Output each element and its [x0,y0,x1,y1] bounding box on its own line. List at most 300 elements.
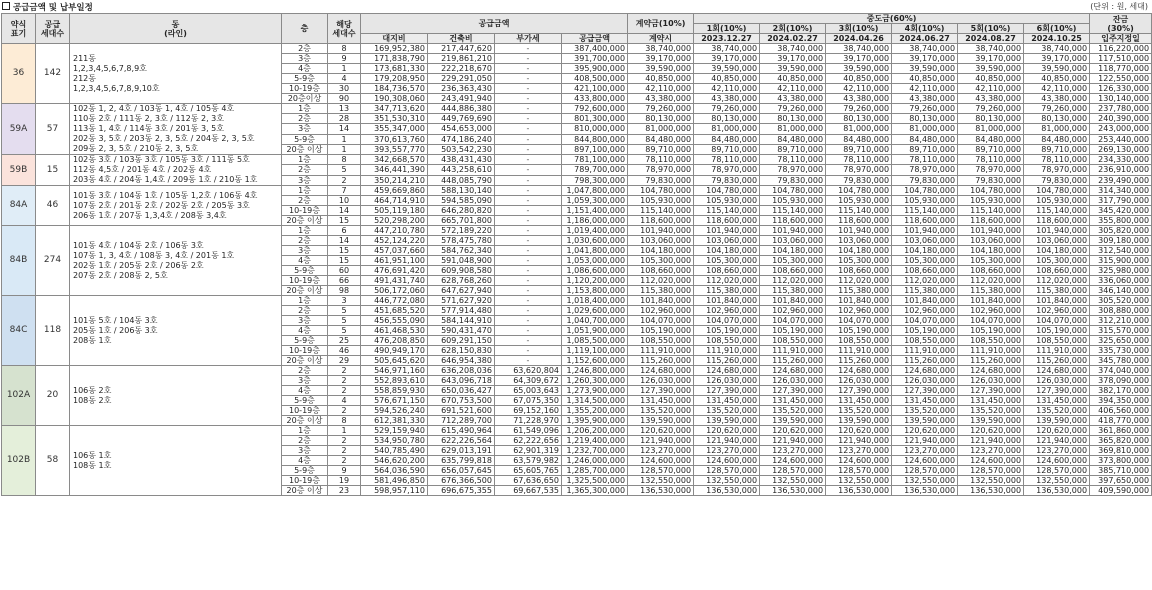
mid-4-cell: 124,680,000 [892,366,958,376]
building-price-cell: 622,226,564 [428,436,495,446]
units-cell: 4 [328,74,361,84]
contract-cell: 131,450,000 [628,396,694,406]
floor-cell: 1층 [282,296,328,306]
mid-2-cell: 131,450,000 [760,396,826,406]
mid-1-cell: 39,170,000 [694,54,760,64]
mid-2-cell: 43,380,000 [760,94,826,104]
mid-4-cell: 104,180,000 [892,246,958,256]
mid-5-cell: 42,110,000 [958,84,1024,94]
mid-1-cell: 124,600,000 [694,456,760,466]
floor-cell: 1층 [282,226,328,236]
mid-4-cell: 131,450,000 [892,396,958,406]
mid-3-cell: 103,060,000 [826,236,892,246]
mid-5-cell: 111,910,000 [958,346,1024,356]
land-price-cell: 546,620,200 [361,456,428,466]
supply-price-cell: 798,300,000 [562,175,628,185]
floor-cell: 10-19층 [282,346,328,356]
mid-4-cell: 127,390,000 [892,386,958,396]
land-price-cell: 451,685,520 [361,306,428,316]
mid-1-cell: 79,830,000 [694,175,760,185]
units-cell: 30 [328,84,361,94]
mid-3-cell: 120,620,000 [826,426,892,436]
supply-price-cell: 408,500,000 [562,74,628,84]
land-price-cell: 342,668,570 [361,155,428,165]
mid-5-cell: 78,110,000 [958,155,1024,165]
building-price-cell: 229,291,050 [428,74,495,84]
mid-5-cell: 123,270,000 [958,446,1024,456]
mid-4-cell: 89,710,000 [892,144,958,154]
units-cell: 1 [328,64,361,74]
unit-type-cell: 59B [2,155,36,186]
units-cell: 23 [328,486,361,496]
building-price-cell: 448,085,790 [428,175,495,185]
contract-cell: 84,480,000 [628,134,694,144]
mid-1-cell: 131,450,000 [694,396,760,406]
mid-2-cell: 84,480,000 [760,134,826,144]
land-price-cell: 350,214,210 [361,175,428,185]
mid-4-cell: 101,840,000 [892,296,958,306]
balance-cell: 325,980,000 [1090,266,1152,276]
land-price-cell: 355,347,000 [361,124,428,134]
square-bullet-icon [2,2,10,10]
building-price-cell: 454,653,000 [428,124,495,134]
dong-line-text: 101동 3호 / 104동 1호 / 105동 1,2호 / 106동 4호 [73,190,258,200]
vat-cell: 67,075,350 [495,396,562,406]
units-cell: 2 [328,436,361,446]
dong-line-text: 101동 4호 / 104동 2호 / 106동 3호 [73,240,204,250]
mid-5-cell: 118,600,000 [958,216,1024,226]
mid-2-cell: 124,600,000 [760,456,826,466]
units-cell: 4 [328,396,361,406]
contract-cell: 89,710,000 [628,144,694,154]
mid-4-cell: 78,110,000 [892,155,958,165]
land-price-cell: 476,208,850 [361,336,428,346]
land-price-cell: 505,645,620 [361,356,428,366]
mid-6-cell: 101,940,000 [1024,226,1090,236]
mid-4-cell: 81,000,000 [892,124,958,134]
mid-3-cell: 104,780,000 [826,186,892,196]
supply-price-cell: 1,232,700,000 [562,446,628,456]
mid-3-cell: 84,480,000 [826,134,892,144]
units-cell: 5 [328,316,361,326]
mid-1-cell: 118,600,000 [694,216,760,226]
total-units-cell: 57 [36,104,70,155]
mid-1-cell: 104,070,000 [694,316,760,326]
dong-line-cell [70,44,282,104]
mid-2-cell: 136,530,000 [760,486,826,496]
vat-cell: - [495,94,562,104]
units-cell: 19 [328,476,361,486]
unit-type-cell: 59A [2,104,36,155]
mid-1-cell: 101,940,000 [694,226,760,236]
mid-6-cell: 126,030,000 [1024,376,1090,386]
building-price-cell: 712,289,700 [428,416,495,426]
land-price-cell: 190,308,060 [361,94,428,104]
units-cell: 15 [328,256,361,266]
mid-2-cell: 80,130,000 [760,114,826,124]
building-price-cell: 444,886,380 [428,104,495,114]
mid-1-cell: 120,620,000 [694,426,760,436]
mid-3-cell: 123,270,000 [826,446,892,456]
building-price-cell: 656,057,645 [428,466,495,476]
mid-6-cell: 136,530,000 [1024,486,1090,496]
mid-6-cell: 111,910,000 [1024,346,1090,356]
balance-cell: 397,650,000 [1090,476,1152,486]
floor-cell: 5-9층 [282,74,328,84]
mid-3-cell: 115,380,000 [826,286,892,296]
balance-cell: 308,880,000 [1090,306,1152,316]
mid-1-cell: 79,260,000 [694,104,760,114]
mid-5-cell: 104,070,000 [958,316,1024,326]
balance-cell: 373,800,000 [1090,456,1152,466]
mid-5-cell: 120,620,000 [958,426,1024,436]
contract-cell: 108,550,000 [628,336,694,346]
vat-cell: 63,620,804 [495,366,562,376]
floor-cell: 3층 [282,376,328,386]
supply-price-cell: 1,151,400,000 [562,206,628,216]
land-price-cell: 456,555,090 [361,316,428,326]
supply-price-cell: 387,400,000 [562,44,628,54]
land-price-cell: 446,772,080 [361,296,428,306]
mid-5-cell: 80,130,000 [958,114,1024,124]
mid-3-cell: 127,390,000 [826,386,892,396]
vat-cell: - [495,356,562,366]
mid-4-cell: 124,600,000 [892,456,958,466]
header-mid-date-6: 2024.10.25 [1024,34,1090,44]
mid-3-cell: 105,930,000 [826,196,892,206]
balance-cell: 409,590,000 [1090,486,1152,496]
building-price-cell: 219,861,210 [428,54,495,64]
mid-4-cell: 104,780,000 [892,186,958,196]
mid-1-cell: 127,390,000 [694,386,760,396]
units-cell: 2 [328,386,361,396]
floor-cell: 4층 [282,456,328,466]
vat-cell: 71,228,970 [495,416,562,426]
mid-2-cell: 115,380,000 [760,286,826,296]
mid-4-cell: 115,140,000 [892,206,958,216]
mid-5-cell: 112,020,000 [958,276,1024,286]
balance-cell: 345,420,000 [1090,206,1152,216]
dong-line-text: 110동 2호 / 111동 2, 3호 / 112동 2, 3호 [73,114,224,123]
supply-price-cell: 1,260,300,000 [562,376,628,386]
building-price-cell: 474,186,240 [428,134,495,144]
contract-cell: 135,520,000 [628,406,694,416]
building-price-cell: 243,491,940 [428,94,495,104]
vat-cell: - [495,226,562,236]
mid-3-cell: 131,450,000 [826,396,892,406]
units-cell: 2 [328,456,361,466]
mid-3-cell: 118,600,000 [826,216,892,226]
balance-cell: 118,770,000 [1090,64,1152,74]
floor-cell: 10-19층 [282,276,328,286]
supply-price-cell: 1,246,000,000 [562,456,628,466]
units-cell: 46 [328,346,361,356]
supply-price-cell: 801,300,000 [562,114,628,124]
dong-line-text: 102동 1, 2, 4호 / 103동 1, 4호 / 105동 4호 [73,104,235,113]
table-row [2,426,1152,436]
mid-1-cell: 108,660,000 [694,266,760,276]
units-cell: 2 [328,406,361,416]
mid-2-cell: 78,970,000 [760,165,826,175]
mid-2-cell: 105,190,000 [760,326,826,336]
building-price-cell: 449,769,690 [428,114,495,124]
mid-5-cell: 108,660,000 [958,266,1024,276]
contract-cell: 101,940,000 [628,226,694,236]
balance-cell: 126,330,000 [1090,84,1152,94]
supply-price-cell: 1,395,900,000 [562,416,628,426]
land-price-cell: 576,671,150 [361,396,428,406]
floor-cell: 20층 이상 [282,486,328,496]
units-cell: 3 [328,296,361,306]
units-cell: 10 [328,196,361,206]
floor-cell: 10-19층 [282,476,328,486]
mid-6-cell: 132,550,000 [1024,476,1090,486]
mid-4-cell: 123,270,000 [892,446,958,456]
mid-1-cell: 102,960,000 [694,306,760,316]
mid-3-cell: 139,590,000 [826,416,892,426]
mid-6-cell: 131,450,000 [1024,396,1090,406]
contract-cell: 42,110,000 [628,84,694,94]
header-mid-group: 중도금(60%) [694,14,1090,24]
vat-cell: 63,579,982 [495,456,562,466]
mid-3-cell: 124,600,000 [826,456,892,466]
vat-cell: - [495,346,562,356]
mid-6-cell: 43,380,000 [1024,94,1090,104]
land-price-cell: 506,172,060 [361,286,428,296]
mid-1-cell: 121,940,000 [694,436,760,446]
mid-1-cell: 105,930,000 [694,196,760,206]
supply-price-cell: 391,700,000 [562,54,628,64]
mid-5-cell: 104,780,000 [958,186,1024,196]
building-price-cell: 635,799,818 [428,456,495,466]
mid-5-cell: 132,550,000 [958,476,1024,486]
contract-cell: 39,590,000 [628,64,694,74]
land-price-cell: 351,530,310 [361,114,428,124]
total-units-cell: 274 [36,226,70,296]
table-body [2,44,1152,496]
land-price-cell: 173,681,330 [361,64,428,74]
dong-line-text: 208동 1호 [73,335,112,345]
vat-cell: - [495,326,562,336]
mid-6-cell: 120,620,000 [1024,426,1090,436]
mid-5-cell: 124,600,000 [958,456,1024,466]
land-price-cell: 459,669,860 [361,186,428,196]
balance-cell: 240,390,000 [1090,114,1152,124]
supply-price-cell: 1,314,500,000 [562,396,628,406]
building-price-cell: 665,701,800 [428,216,495,226]
vat-cell: - [495,175,562,185]
mid-6-cell: 128,570,000 [1024,466,1090,476]
header-mid-date-4: 2024.06.27 [892,34,958,44]
units-cell: 98 [328,286,361,296]
building-price-cell: 615,490,964 [428,426,495,436]
units-cell: 1 [328,144,361,154]
mid-5-cell: 39,590,000 [958,64,1024,74]
contract-cell: 121,940,000 [628,436,694,446]
building-price-cell: 443,258,610 [428,165,495,175]
supply-price-cell: 1,273,900,000 [562,386,628,396]
supply-price-cell: 1,325,500,000 [562,476,628,486]
mid-1-cell: 42,110,000 [694,84,760,94]
vat-cell: - [495,44,562,54]
mid-1-cell: 126,030,000 [694,376,760,386]
mid-2-cell: 108,660,000 [760,266,826,276]
supply-price-cell: 1,246,800,000 [562,366,628,376]
mid-6-cell: 105,190,000 [1024,326,1090,336]
mid-6-cell: 104,780,000 [1024,186,1090,196]
balance-cell: 382,170,000 [1090,386,1152,396]
mid-5-cell: 81,000,000 [958,124,1024,134]
unit-type-cell: 84C [2,296,36,366]
contract-cell: 115,140,000 [628,206,694,216]
table-row [2,296,1152,306]
dong-line-text: 202동 1호 / 205동 2호 / 206동 2호 [73,260,204,270]
land-price-cell: 540,785,490 [361,446,428,456]
mid-5-cell: 131,450,000 [958,396,1024,406]
header-mid-1: 1회(10%) [694,24,760,34]
mid-4-cell: 121,940,000 [892,436,958,446]
building-price-cell: 438,431,430 [428,155,495,165]
floor-cell: 2층 [282,436,328,446]
floor-cell: 20층 이상 [282,356,328,366]
dong-line-text: 113동 1, 4호 / 114동 3호 / 201동 3, 5호 [73,124,224,133]
mid-2-cell: 115,260,000 [760,356,826,366]
mid-5-cell: 136,530,000 [958,486,1024,496]
mid-6-cell: 102,960,000 [1024,306,1090,316]
mid-4-cell: 135,520,000 [892,406,958,416]
dong-line-cell [70,186,282,226]
balance-cell: 378,090,000 [1090,376,1152,386]
dong-line-text: 203동 4호 / 204동 1,4호 / 209동 1호 / 210동 1호 [73,175,258,184]
contract-cell: 104,180,000 [628,246,694,256]
land-price-cell: 594,526,240 [361,406,428,416]
table-row [2,104,1152,114]
mid-4-cell: 38,740,000 [892,44,958,54]
land-price-cell: 179,208,950 [361,74,428,84]
vat-cell: - [495,84,562,94]
building-price-cell: 647,627,940 [428,286,495,296]
units-cell: 8 [328,44,361,54]
contract-cell: 120,620,000 [628,426,694,436]
units-cell: 5 [328,306,361,316]
balance-cell: 365,820,000 [1090,436,1152,446]
mid-5-cell: 39,170,000 [958,54,1024,64]
mid-3-cell: 38,740,000 [826,44,892,54]
dong-line-text: 206동 1호 / 207동 1,3,4호 / 208동 3,4호 [73,210,227,220]
building-price-cell: 628,150,830 [428,346,495,356]
mid-2-cell: 128,570,000 [760,466,826,476]
floor-cell: 20층이상 [282,94,328,104]
supply-price-cell: 810,000,000 [562,124,628,134]
contract-cell: 124,600,000 [628,456,694,466]
mid-2-cell: 108,550,000 [760,336,826,346]
mid-3-cell: 108,660,000 [826,266,892,276]
dong-line-text: 106동 2호 [73,385,112,395]
balance-cell: 116,220,000 [1090,44,1152,54]
dong-line-cell [70,426,282,496]
mid-6-cell: 115,260,000 [1024,356,1090,366]
building-price-cell: 696,675,355 [428,486,495,496]
dong-line-text: 108동 1호 [73,460,112,470]
land-price-cell: 461,951,100 [361,256,428,266]
vat-cell: 67,636,650 [495,476,562,486]
units-cell: 6 [328,226,361,236]
mid-3-cell: 112,020,000 [826,276,892,286]
table-row [2,186,1152,196]
supply-price-cell: 1,120,200,000 [562,276,628,286]
floor-cell: 3층 [282,446,328,456]
units-cell: 90 [328,94,361,104]
floor-cell: 2층 [282,196,328,206]
mid-3-cell: 39,170,000 [826,54,892,64]
mid-4-cell: 80,130,000 [892,114,958,124]
mid-2-cell: 123,270,000 [760,446,826,456]
balance-cell: 122,550,000 [1090,74,1152,84]
balance-cell: 336,060,000 [1090,276,1152,286]
mid-3-cell: 89,710,000 [826,144,892,154]
building-price-cell: 584,144,910 [428,316,495,326]
title-bar [0,0,1152,13]
land-price-cell: 393,557,770 [361,144,428,154]
supply-price-cell: 1,119,100,000 [562,346,628,356]
balance-cell: 236,910,000 [1090,165,1152,175]
mid-1-cell: 103,060,000 [694,236,760,246]
building-price-cell: 676,366,500 [428,476,495,486]
mid-2-cell: 105,300,000 [760,256,826,266]
units-cell: 5 [328,326,361,336]
balance-cell: 234,330,000 [1090,155,1152,165]
mid-3-cell: 105,300,000 [826,256,892,266]
floor-cell: 5-9층 [282,466,328,476]
land-price-cell: 529,159,940 [361,426,428,436]
mid-4-cell: 42,110,000 [892,84,958,94]
balance-cell: 369,810,000 [1090,446,1152,456]
mid-2-cell: 101,940,000 [760,226,826,236]
building-price-cell: 236,363,430 [428,84,495,94]
mid-6-cell: 42,110,000 [1024,84,1090,94]
floor-cell: 5-9층 [282,134,328,144]
land-price-cell: 490,949,170 [361,346,428,356]
mid-5-cell: 105,190,000 [958,326,1024,336]
mid-5-cell: 105,300,000 [958,256,1024,266]
mid-5-cell: 103,060,000 [958,236,1024,246]
mid-4-cell: 103,060,000 [892,236,958,246]
unit-note: (단위 : 원, 세대) [1090,2,1148,11]
header-mid-date-5: 2024.08.27 [958,34,1024,44]
dong-line-cell [70,155,282,186]
mid-6-cell: 39,590,000 [1024,64,1090,74]
land-price-cell: 564,036,590 [361,466,428,476]
mid-6-cell: 78,110,000 [1024,155,1090,165]
mid-2-cell: 112,020,000 [760,276,826,286]
mid-2-cell: 79,260,000 [760,104,826,114]
supply-price-cell: 1,047,800,000 [562,186,628,196]
mid-5-cell: 108,550,000 [958,336,1024,346]
floor-cell: 10-19층 [282,206,328,216]
supply-price-cell: 1,219,400,000 [562,436,628,446]
vat-cell: - [495,216,562,226]
mid-6-cell: 127,390,000 [1024,386,1090,396]
units-cell: 14 [328,124,361,134]
table-header [2,14,1152,44]
mid-5-cell: 104,180,000 [958,246,1024,256]
mid-6-cell: 104,180,000 [1024,246,1090,256]
land-price-cell: 370,613,760 [361,134,428,144]
land-price-cell: 598,957,110 [361,486,428,496]
mid-3-cell: 78,110,000 [826,155,892,165]
units-cell: 9 [328,466,361,476]
land-price-cell: 457,037,660 [361,246,428,256]
